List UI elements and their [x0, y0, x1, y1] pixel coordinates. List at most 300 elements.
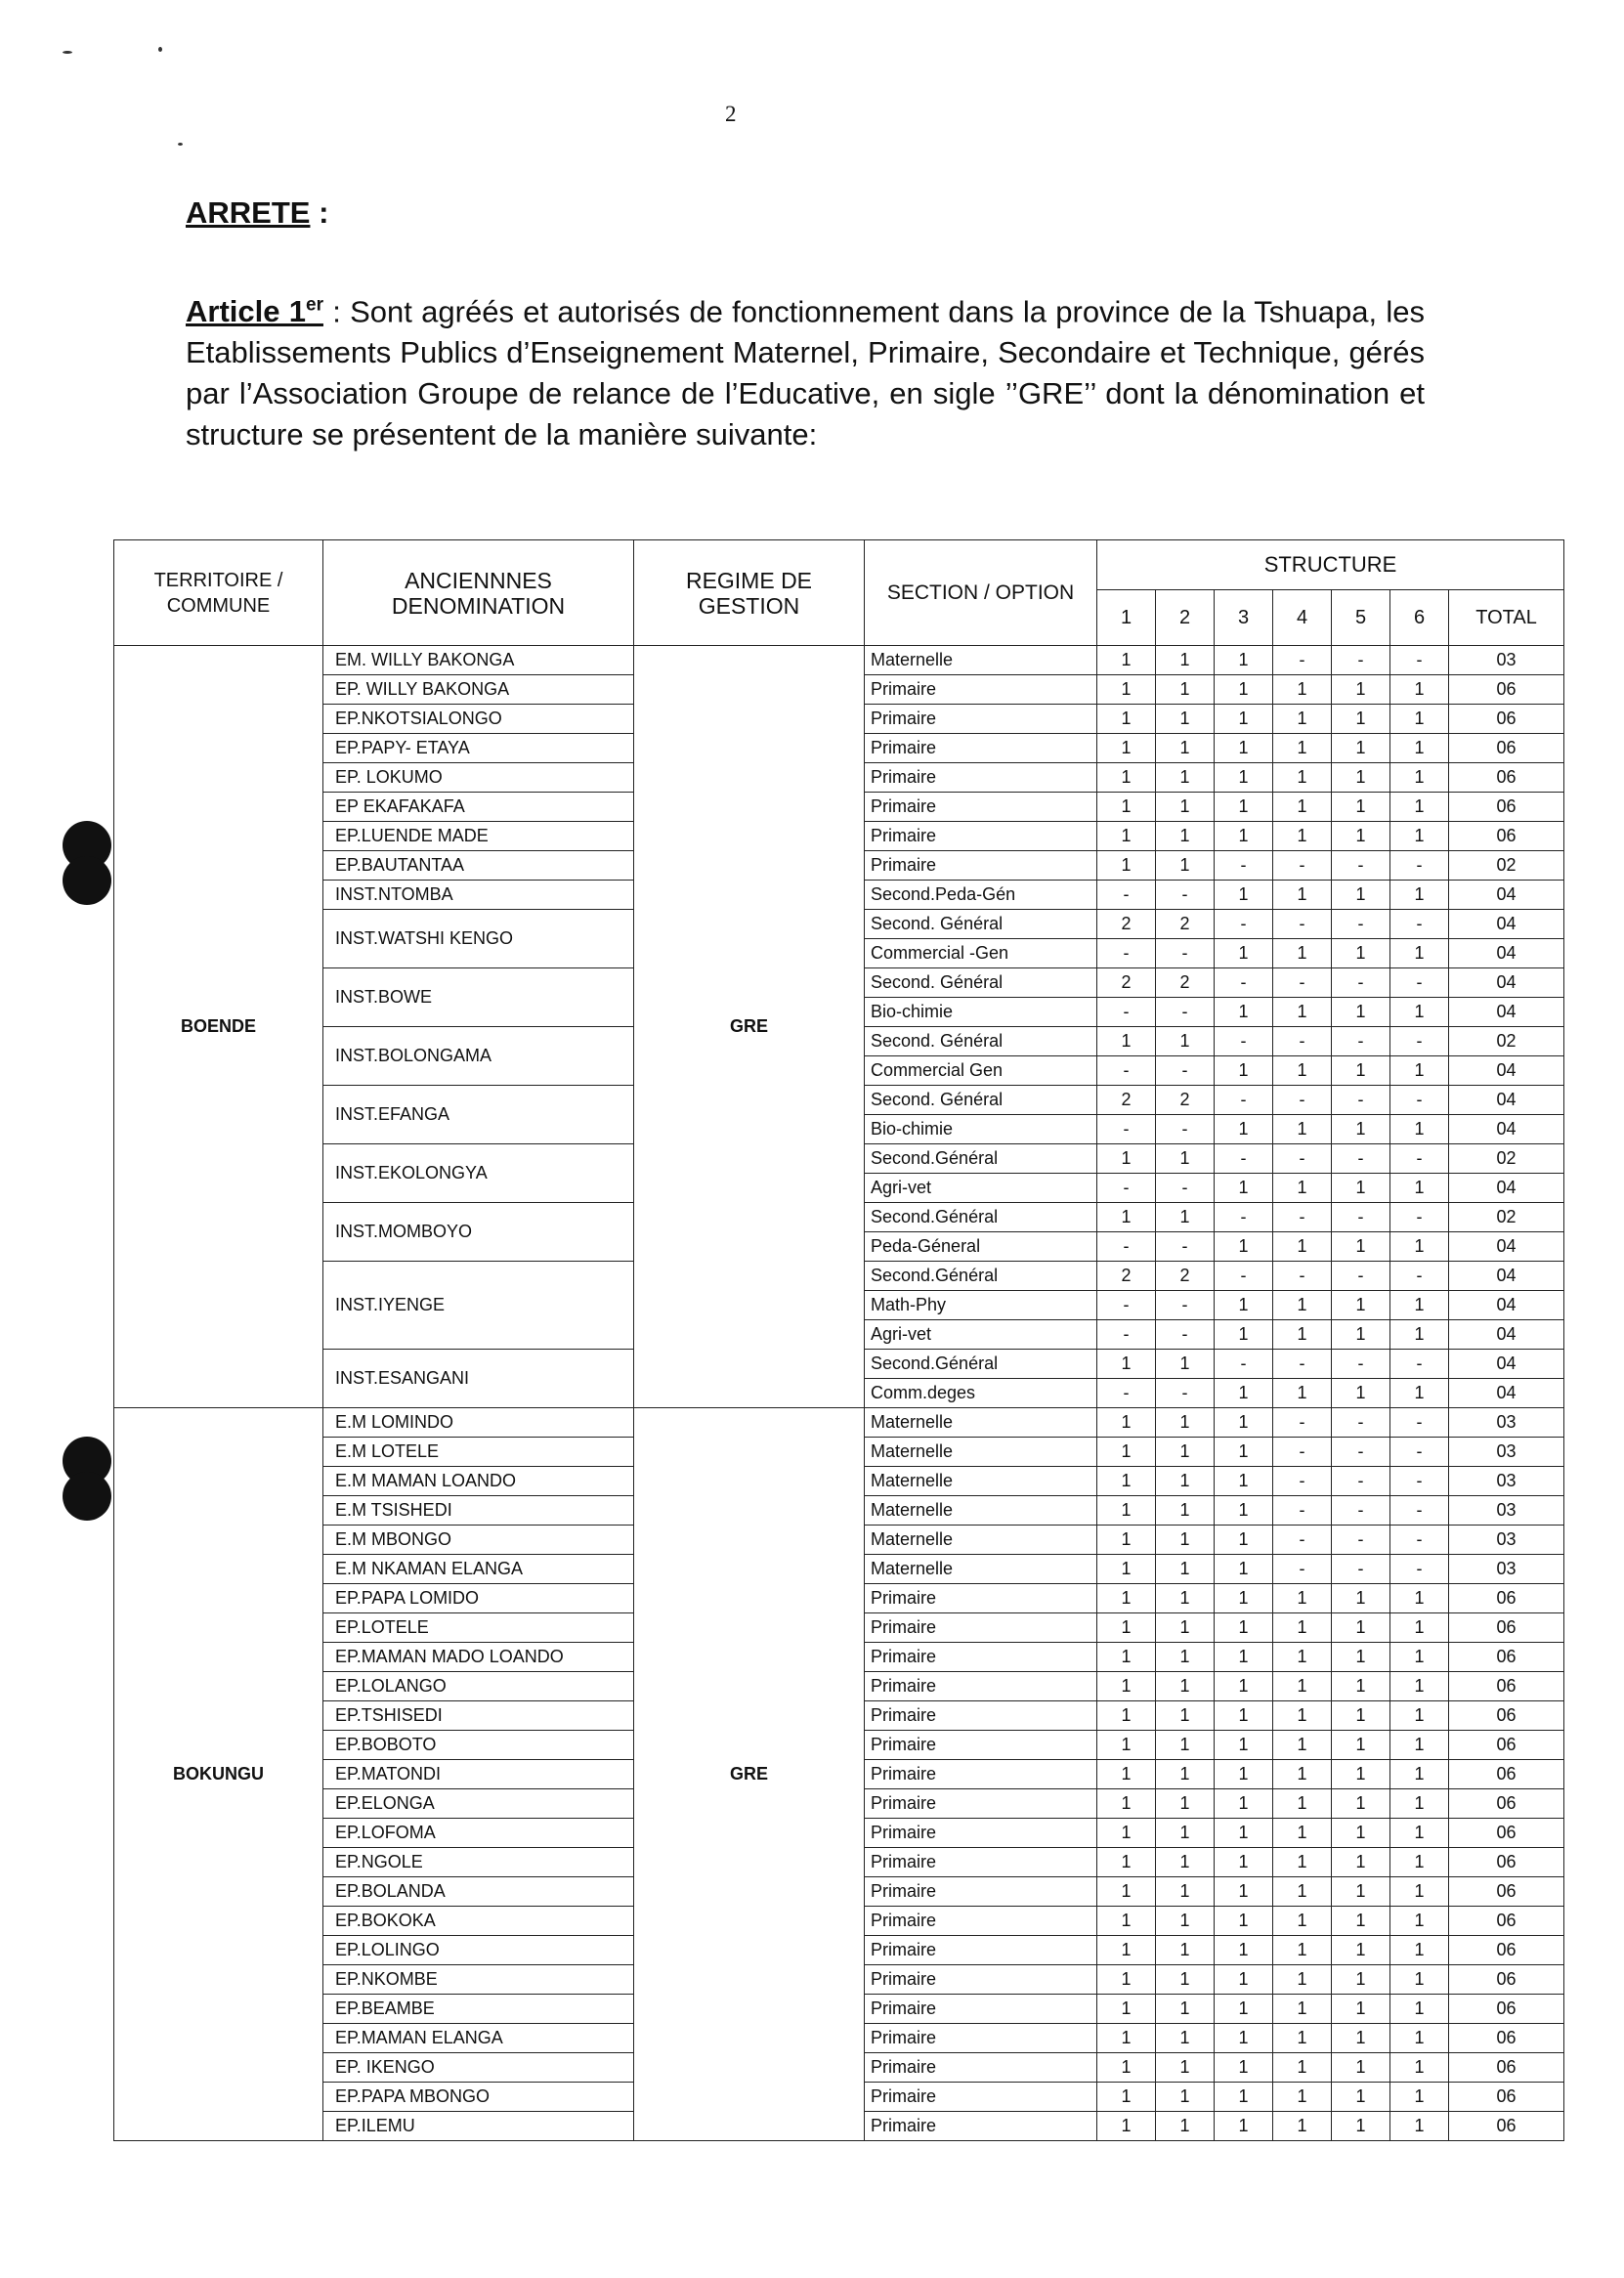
total-cell: 04	[1449, 1262, 1564, 1291]
school-name-cell: INST.IYENGE	[323, 1262, 634, 1350]
structure-cell-3: 1	[1215, 763, 1273, 793]
structure-cell-3: 1	[1215, 1731, 1273, 1760]
structure-cell-6: 1	[1390, 1760, 1449, 1789]
header-col-1: 1	[1097, 590, 1156, 646]
section-cell: Maternelle	[865, 1467, 1097, 1496]
structure-cell-3: -	[1215, 968, 1273, 998]
structure-cell-3: 1	[1215, 881, 1273, 910]
structure-cell-5: 1	[1332, 2053, 1390, 2083]
structure-cell-1: 2	[1097, 968, 1156, 998]
structure-cell-2: 1	[1156, 1936, 1215, 1965]
section-cell: Primaire	[865, 705, 1097, 734]
structure-cell-1: 1	[1097, 1496, 1156, 1526]
structure-cell-3: 1	[1215, 1643, 1273, 1672]
structure-cell-1: 1	[1097, 1584, 1156, 1613]
structure-cell-3: 1	[1215, 646, 1273, 675]
structure-cell-2: 2	[1156, 1262, 1215, 1291]
structure-cell-2: 2	[1156, 910, 1215, 939]
structure-cell-1: 1	[1097, 1555, 1156, 1584]
structure-cell-6: 1	[1390, 1232, 1449, 1262]
school-name-cell: EP.ILEMU	[323, 2112, 634, 2141]
structure-cell-4: -	[1273, 1438, 1332, 1467]
structure-cell-4: 1	[1273, 1936, 1332, 1965]
total-cell: 06	[1449, 793, 1564, 822]
total-cell: 06	[1449, 1672, 1564, 1701]
structure-cell-1: 1	[1097, 1789, 1156, 1819]
structure-cell-3: 1	[1215, 2024, 1273, 2053]
structure-cell-2: -	[1156, 1174, 1215, 1203]
structure-cell-5: -	[1332, 1408, 1390, 1438]
structure-cell-6: 1	[1390, 1789, 1449, 1819]
structure-cell-2: 1	[1156, 1467, 1215, 1496]
section-cell: Commercial -Gen	[865, 939, 1097, 968]
structure-cell-5: -	[1332, 851, 1390, 881]
school-name-cell: EP.TSHISEDI	[323, 1701, 634, 1731]
structure-cell-5: 1	[1332, 1613, 1390, 1643]
school-name-cell: INST.EFANGA	[323, 1086, 634, 1144]
structure-cell-5: 1	[1332, 1936, 1390, 1965]
structure-cell-5: 1	[1332, 1056, 1390, 1086]
header-col-2: 2	[1156, 590, 1215, 646]
structure-cell-2: 1	[1156, 793, 1215, 822]
section-cell: Primaire	[865, 2083, 1097, 2112]
structure-cell-5: 1	[1332, 1115, 1390, 1144]
structure-cell-3: 1	[1215, 705, 1273, 734]
structure-cell-5: 1	[1332, 881, 1390, 910]
structure-cell-6: 1	[1390, 1379, 1449, 1408]
structure-cell-4: 1	[1273, 793, 1332, 822]
structure-cell-3: 1	[1215, 1760, 1273, 1789]
structure-cell-4: 1	[1273, 1584, 1332, 1613]
structure-cell-3: 1	[1215, 2053, 1273, 2083]
structure-cell-1: 1	[1097, 734, 1156, 763]
structure-cell-1: -	[1097, 1379, 1156, 1408]
article-label-text: Article 1	[186, 294, 306, 329]
school-name-cell: EM. WILLY BAKONGA	[323, 646, 634, 675]
school-name-cell: INST.WATSHI KENGO	[323, 910, 634, 968]
school-name-cell: EP.NKOTSIALONGO	[323, 705, 634, 734]
structure-cell-3: 1	[1215, 1907, 1273, 1936]
total-cell: 06	[1449, 1907, 1564, 1936]
structure-cell-1: 1	[1097, 793, 1156, 822]
structure-cell-1: 1	[1097, 1936, 1156, 1965]
section-cell: Primaire	[865, 1789, 1097, 1819]
article-superscript: er	[306, 295, 323, 316]
structure-cell-5: -	[1332, 1086, 1390, 1115]
structure-cell-5: -	[1332, 968, 1390, 998]
structure-cell-4: 1	[1273, 1379, 1332, 1408]
school-name-cell: EP.BAUTANTAA	[323, 851, 634, 881]
school-name-cell: EP.NKOMBE	[323, 1965, 634, 1995]
structure-cell-3: 1	[1215, 1320, 1273, 1350]
school-name-cell: INST.NTOMBA	[323, 881, 634, 910]
structure-cell-4: 1	[1273, 1320, 1332, 1350]
structure-cell-3: 1	[1215, 1438, 1273, 1467]
structure-cell-2: 1	[1156, 2083, 1215, 2112]
structure-cell-3: 1	[1215, 1965, 1273, 1995]
structure-cell-1: 1	[1097, 1907, 1156, 1936]
structure-cell-1: 1	[1097, 1350, 1156, 1379]
structure-cell-6: 1	[1390, 763, 1449, 793]
structure-cell-1: 1	[1097, 2112, 1156, 2141]
structure-cell-1: -	[1097, 1174, 1156, 1203]
structure-cell-1: 1	[1097, 851, 1156, 881]
structure-cell-6: -	[1390, 646, 1449, 675]
structure-cell-2: 1	[1156, 1408, 1215, 1438]
structure-cell-1: 1	[1097, 763, 1156, 793]
school-name-cell: INST.BOLONGAMA	[323, 1027, 634, 1086]
total-cell: 04	[1449, 1379, 1564, 1408]
regime-cell: GRE	[634, 646, 865, 1408]
structure-cell-2: -	[1156, 1320, 1215, 1350]
total-cell: 04	[1449, 1115, 1564, 1144]
total-cell: 06	[1449, 2053, 1564, 2083]
header-col-5: 5	[1332, 590, 1390, 646]
structure-cell-5: 1	[1332, 763, 1390, 793]
structure-cell-1: 2	[1097, 910, 1156, 939]
structure-cell-3: 1	[1215, 2083, 1273, 2112]
structure-cell-2: 1	[1156, 1848, 1215, 1877]
structure-cell-1: 1	[1097, 1203, 1156, 1232]
structure-cell-1: 1	[1097, 646, 1156, 675]
school-name-cell: EP.MATONDI	[323, 1760, 634, 1789]
structure-cell-1: 1	[1097, 2024, 1156, 2053]
structure-cell-5: 1	[1332, 1848, 1390, 1877]
structure-cell-6: 1	[1390, 998, 1449, 1027]
structure-cell-5: -	[1332, 1203, 1390, 1232]
structure-cell-1: 1	[1097, 1613, 1156, 1643]
structure-cell-3: -	[1215, 1027, 1273, 1056]
section-cell: Primaire	[865, 1965, 1097, 1995]
section-cell: Maternelle	[865, 1496, 1097, 1526]
scan-speck	[63, 51, 72, 54]
structure-cell-4: 1	[1273, 1643, 1332, 1672]
section-cell: Maternelle	[865, 1555, 1097, 1584]
total-cell: 04	[1449, 998, 1564, 1027]
structure-cell-3: 1	[1215, 1789, 1273, 1819]
structure-cell-6: 1	[1390, 1115, 1449, 1144]
section-cell: Primaire	[865, 1672, 1097, 1701]
structure-cell-5: -	[1332, 1144, 1390, 1174]
section-cell: Second. Général	[865, 1027, 1097, 1056]
structure-cell-2: 1	[1156, 1877, 1215, 1907]
structure-cell-2: 1	[1156, 1672, 1215, 1701]
structure-cell-2: 1	[1156, 705, 1215, 734]
structure-cell-5: 1	[1332, 998, 1390, 1027]
school-name-cell: EP EKAFAKAFA	[323, 793, 634, 822]
section-cell: Primaire	[865, 1613, 1097, 1643]
structure-cell-6: 1	[1390, 1848, 1449, 1877]
section-cell: Peda-Géneral	[865, 1232, 1097, 1262]
structure-cell-4: 1	[1273, 881, 1332, 910]
structure-cell-4: -	[1273, 851, 1332, 881]
structure-cell-6: 1	[1390, 939, 1449, 968]
structure-cell-1: 1	[1097, 1438, 1156, 1467]
structure-cell-1: -	[1097, 939, 1156, 968]
structure-cell-5: -	[1332, 1526, 1390, 1555]
structure-cell-1: 1	[1097, 1731, 1156, 1760]
structure-cell-5: 1	[1332, 1232, 1390, 1262]
structure-cell-5: 1	[1332, 939, 1390, 968]
structure-cell-3: -	[1215, 1203, 1273, 1232]
structure-cell-5: 1	[1332, 675, 1390, 705]
structure-cell-5: -	[1332, 1496, 1390, 1526]
total-cell: 04	[1449, 1350, 1564, 1379]
structure-cell-5: 1	[1332, 1320, 1390, 1350]
structure-cell-2: 1	[1156, 646, 1215, 675]
total-cell: 03	[1449, 1555, 1564, 1584]
structure-cell-2: 1	[1156, 851, 1215, 881]
total-cell: 02	[1449, 1027, 1564, 1056]
structure-cell-1: 1	[1097, 1965, 1156, 1995]
school-name-cell: EP.LOLINGO	[323, 1936, 634, 1965]
structure-cell-6: -	[1390, 1086, 1449, 1115]
structure-cell-6: -	[1390, 1467, 1449, 1496]
scan-speck	[178, 143, 183, 146]
school-name-cell: EP. WILLY BAKONGA	[323, 675, 634, 705]
structure-cell-3: 1	[1215, 675, 1273, 705]
structure-cell-4: -	[1273, 1144, 1332, 1174]
structure-cell-4: 1	[1273, 1848, 1332, 1877]
section-cell: Second.Général	[865, 1350, 1097, 1379]
structure-cell-4: 1	[1273, 1672, 1332, 1701]
structure-cell-3: 1	[1215, 998, 1273, 1027]
total-cell: 06	[1449, 705, 1564, 734]
schools-table	[113, 539, 1564, 2141]
structure-cell-3: 1	[1215, 1115, 1273, 1144]
header-col-6: 6	[1390, 590, 1449, 646]
structure-cell-6: 1	[1390, 1174, 1449, 1203]
section-cell: Second.Peda-Gén	[865, 881, 1097, 910]
article-paragraph	[186, 285, 1425, 455]
header-denomination: ANCIENNNES DENOMINATION	[323, 540, 634, 646]
structure-cell-1: 1	[1097, 1701, 1156, 1731]
structure-cell-6: -	[1390, 1203, 1449, 1232]
structure-cell-3: 1	[1215, 1526, 1273, 1555]
structure-cell-3: 1	[1215, 1672, 1273, 1701]
structure-cell-3: 1	[1215, 1995, 1273, 2024]
structure-cell-6: -	[1390, 910, 1449, 939]
total-cell: 06	[1449, 1701, 1564, 1731]
section-cell: Second.Général	[865, 1144, 1097, 1174]
structure-cell-4: 1	[1273, 2112, 1332, 2141]
structure-cell-2: 1	[1156, 1203, 1215, 1232]
school-name-cell: INST.BOWE	[323, 968, 634, 1027]
section-cell: Primaire	[865, 1877, 1097, 1907]
total-cell: 04	[1449, 1174, 1564, 1203]
punch-hole-mark	[63, 1472, 111, 1521]
section-cell: Primaire	[865, 1584, 1097, 1613]
territoire-cell: BOKUNGU	[114, 1408, 323, 2141]
structure-cell-4: 1	[1273, 1701, 1332, 1731]
structure-cell-2: 1	[1156, 822, 1215, 851]
structure-cell-2: -	[1156, 1056, 1215, 1086]
structure-cell-3: -	[1215, 851, 1273, 881]
article-text: : Sont agréés et autorisés de fonctionnement dans la province de la Tshuapa, les Etablissements Publics d’Enseignement Maternel, Primaire, Secondaire et Technique, gérés par l’Association Groupe de relance de l’Educative, en sigle ’’GRE’’ dont la dénomination et structure se présentent de la manière suivante:	[186, 294, 1425, 452]
structure-cell-4: 1	[1273, 1613, 1332, 1643]
school-name-cell: EP.LOTELE	[323, 1613, 634, 1643]
structure-cell-6: 1	[1390, 881, 1449, 910]
structure-cell-5: 1	[1332, 734, 1390, 763]
structure-cell-6: -	[1390, 1526, 1449, 1555]
structure-cell-3: 1	[1215, 1467, 1273, 1496]
structure-cell-1: -	[1097, 1320, 1156, 1350]
structure-cell-6: 1	[1390, 2053, 1449, 2083]
school-name-cell: EP.LOFOMA	[323, 1819, 634, 1848]
school-name-cell: E.M LOTELE	[323, 1438, 634, 1467]
structure-cell-1: 2	[1097, 1086, 1156, 1115]
structure-cell-2: -	[1156, 1379, 1215, 1408]
header-col-3: 3	[1215, 590, 1273, 646]
header-section: SECTION / OPTION	[865, 540, 1097, 646]
structure-cell-2: 1	[1156, 1731, 1215, 1760]
total-cell: 02	[1449, 1203, 1564, 1232]
structure-cell-5: -	[1332, 1467, 1390, 1496]
structure-cell-6: 1	[1390, 793, 1449, 822]
structure-cell-4: 1	[1273, 1174, 1332, 1203]
structure-cell-3: 1	[1215, 1877, 1273, 1907]
structure-cell-5: 1	[1332, 2112, 1390, 2141]
structure-cell-6: 1	[1390, 1056, 1449, 1086]
structure-cell-6: 1	[1390, 1613, 1449, 1643]
header-territoire: TERRITOIRE / COMMUNE	[114, 540, 323, 646]
structure-cell-4: 1	[1273, 705, 1332, 734]
total-cell: 03	[1449, 1467, 1564, 1496]
structure-cell-3: -	[1215, 1144, 1273, 1174]
structure-cell-3: 1	[1215, 1232, 1273, 1262]
structure-cell-4: -	[1273, 968, 1332, 998]
structure-cell-2: 2	[1156, 1086, 1215, 1115]
structure-cell-3: 1	[1215, 1496, 1273, 1526]
structure-cell-3: 1	[1215, 1056, 1273, 1086]
structure-cell-5: -	[1332, 1555, 1390, 1584]
section-cell: Primaire	[865, 1907, 1097, 1936]
structure-cell-1: 1	[1097, 1848, 1156, 1877]
total-cell: 06	[1449, 1819, 1564, 1848]
school-name-cell: E.M MAMAN LOANDO	[323, 1467, 634, 1496]
structure-cell-6: 1	[1390, 1819, 1449, 1848]
structure-cell-5: 1	[1332, 1789, 1390, 1819]
section-cell: Primaire	[865, 734, 1097, 763]
structure-cell-6: -	[1390, 1262, 1449, 1291]
structure-cell-6: 1	[1390, 1584, 1449, 1613]
structure-cell-1: -	[1097, 1291, 1156, 1320]
structure-cell-5: -	[1332, 1262, 1390, 1291]
structure-cell-2: 1	[1156, 1643, 1215, 1672]
structure-cell-4: -	[1273, 1203, 1332, 1232]
structure-cell-2: -	[1156, 1232, 1215, 1262]
structure-cell-3: 1	[1215, 1408, 1273, 1438]
structure-cell-6: -	[1390, 1027, 1449, 1056]
total-cell: 04	[1449, 1320, 1564, 1350]
total-cell: 04	[1449, 968, 1564, 998]
structure-cell-3: 1	[1215, 1613, 1273, 1643]
total-cell: 06	[1449, 1936, 1564, 1965]
structure-cell-2: 1	[1156, 1438, 1215, 1467]
structure-cell-6: 1	[1390, 1907, 1449, 1936]
structure-cell-3: -	[1215, 1350, 1273, 1379]
school-name-cell: EP.BOKOKA	[323, 1907, 634, 1936]
structure-cell-4: -	[1273, 1467, 1332, 1496]
structure-cell-1: 1	[1097, 675, 1156, 705]
school-name-cell: INST.EKOLONGYA	[323, 1144, 634, 1203]
structure-cell-5: -	[1332, 910, 1390, 939]
structure-cell-6: 1	[1390, 1701, 1449, 1731]
section-cell: Comm.deges	[865, 1379, 1097, 1408]
total-cell: 04	[1449, 939, 1564, 968]
heading-suffix: :	[310, 195, 329, 230]
school-name-cell: E.M LOMINDO	[323, 1408, 634, 1438]
structure-cell-1: 1	[1097, 1467, 1156, 1496]
header-structure: STRUCTURE	[1097, 540, 1564, 590]
structure-cell-1: 1	[1097, 2053, 1156, 2083]
structure-cell-6: 1	[1390, 2024, 1449, 2053]
total-cell: 06	[1449, 763, 1564, 793]
section-cell: Agri-vet	[865, 1174, 1097, 1203]
structure-cell-1: -	[1097, 1056, 1156, 1086]
structure-cell-5: 1	[1332, 1672, 1390, 1701]
school-name-cell: EP.PAPA LOMIDO	[323, 1584, 634, 1613]
structure-cell-5: 1	[1332, 1701, 1390, 1731]
section-cell: Primaire	[865, 2053, 1097, 2083]
structure-cell-5: 1	[1332, 1174, 1390, 1203]
structure-cell-6: 1	[1390, 1291, 1449, 1320]
section-cell: Primaire	[865, 1995, 1097, 2024]
section-cell: Second. Général	[865, 910, 1097, 939]
structure-cell-5: 1	[1332, 1819, 1390, 1848]
structure-cell-3: -	[1215, 910, 1273, 939]
structure-cell-4: -	[1273, 1555, 1332, 1584]
structure-cell-6: -	[1390, 1408, 1449, 1438]
school-name-cell: EP. IKENGO	[323, 2053, 634, 2083]
structure-cell-3: 1	[1215, 734, 1273, 763]
structure-cell-2: 2	[1156, 968, 1215, 998]
structure-cell-5: 1	[1332, 1995, 1390, 2024]
section-cell: Primaire	[865, 1936, 1097, 1965]
structure-cell-1: 2	[1097, 1262, 1156, 1291]
total-cell: 06	[1449, 1584, 1564, 1613]
structure-cell-1: -	[1097, 881, 1156, 910]
structure-cell-4: 1	[1273, 998, 1332, 1027]
structure-cell-5: 1	[1332, 1584, 1390, 1613]
section-cell: Primaire	[865, 793, 1097, 822]
structure-cell-6: -	[1390, 1144, 1449, 1174]
structure-cell-6: 1	[1390, 2112, 1449, 2141]
school-name-cell: INST.ESANGANI	[323, 1350, 634, 1408]
section-cell: Maternelle	[865, 646, 1097, 675]
total-cell: 06	[1449, 1760, 1564, 1789]
total-cell: 02	[1449, 851, 1564, 881]
school-name-cell: EP.MAMAN ELANGA	[323, 2024, 634, 2053]
section-cell: Agri-vet	[865, 1320, 1097, 1350]
total-cell: 06	[1449, 1731, 1564, 1760]
structure-cell-1: 1	[1097, 2083, 1156, 2112]
structure-cell-2: 1	[1156, 1701, 1215, 1731]
structure-cell-3: 1	[1215, 822, 1273, 851]
structure-cell-3: 1	[1215, 939, 1273, 968]
structure-cell-4: -	[1273, 1526, 1332, 1555]
structure-cell-5: -	[1332, 646, 1390, 675]
structure-cell-1: 1	[1097, 822, 1156, 851]
structure-cell-1: 1	[1097, 1877, 1156, 1907]
total-cell: 06	[1449, 1965, 1564, 1995]
structure-cell-1: 1	[1097, 1760, 1156, 1789]
structure-cell-5: 1	[1332, 1965, 1390, 1995]
structure-cell-6: 1	[1390, 705, 1449, 734]
structure-cell-6: 1	[1390, 1965, 1449, 1995]
structure-cell-2: 1	[1156, 734, 1215, 763]
section-cell: Second.Général	[865, 1203, 1097, 1232]
